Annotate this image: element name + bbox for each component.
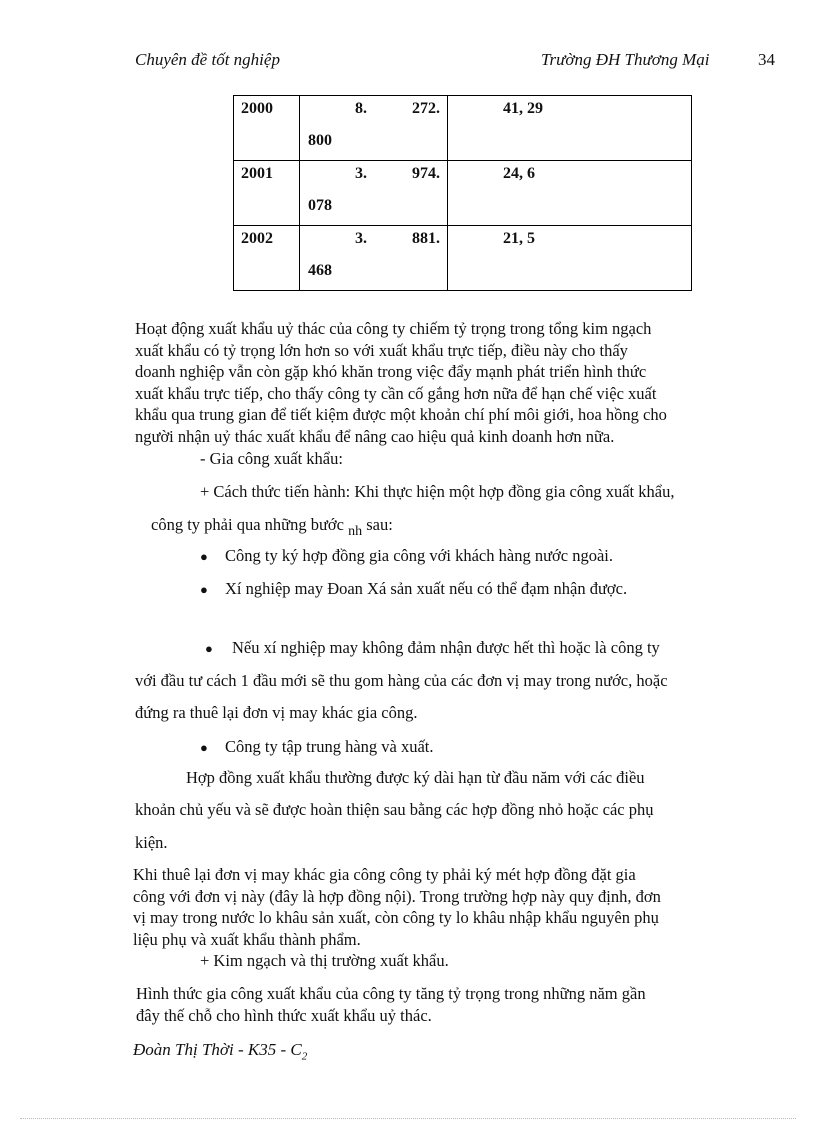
text-line: Khi thuê lại đơn vị may khác gia công công ty phải ký mét hợp đồng đặt gia bbox=[133, 865, 636, 884]
value-part1: 3. bbox=[355, 230, 367, 247]
header-right: Trường ĐH Thương Mại bbox=[541, 50, 710, 69]
text-line: doanh nghiệp vẫn còn gặp khó khăn trong việc đẩy mạnh phát triển hình thức bbox=[135, 362, 647, 381]
year-value: 2002 bbox=[241, 230, 273, 247]
table-row bbox=[234, 96, 692, 161]
value-part3: 800 bbox=[308, 132, 332, 149]
value-part2: 881. bbox=[412, 230, 440, 247]
subscript-fragment: nh bbox=[348, 524, 363, 539]
cach-thuc-line2 bbox=[151, 515, 393, 539]
value-part2: 974. bbox=[412, 165, 440, 182]
text-line: Hình thức gia công xuất khẩu của công ty tăng tỷ trọng trong những năm gần bbox=[136, 984, 646, 1003]
value-cell bbox=[300, 96, 448, 161]
page-number: 34 bbox=[758, 50, 775, 69]
year-cell bbox=[234, 96, 300, 161]
bullet-icon: ● bbox=[205, 641, 213, 656]
cach-thuc-line1: + Cách thức tiến hành: Khi thực hiện một hợp đồng gia công xuất khẩu, bbox=[200, 482, 675, 501]
paragraph-uy-thac bbox=[135, 318, 667, 447]
kim-ngach-heading: + Kim ngạch và thị trường xuất khẩu. bbox=[200, 951, 449, 970]
year-cell bbox=[234, 226, 300, 291]
year-value: 2001 bbox=[241, 165, 273, 182]
paragraph-gia-cong bbox=[136, 983, 646, 1026]
text-line: Hoạt động xuất khẩu uỷ thác của công ty chiếm tỷ trọng trong tổng kim ngạch bbox=[135, 319, 652, 338]
percent-cell bbox=[448, 161, 692, 226]
footer-subscript: 2 bbox=[301, 1050, 308, 1063]
footer-text: Đoàn Thị Thời - K35 - C bbox=[133, 1040, 302, 1059]
export-data-table bbox=[233, 95, 692, 291]
percent-value: 41, 29 bbox=[503, 100, 543, 117]
text-segment: sau: bbox=[366, 515, 393, 534]
year-value: 2000 bbox=[241, 100, 273, 117]
value-part3: 078 bbox=[308, 197, 332, 214]
value-cell bbox=[300, 161, 448, 226]
value-part1: 3. bbox=[355, 165, 367, 182]
bullet-icon: ● bbox=[200, 549, 208, 564]
text-segment: công ty phải qua những bước bbox=[151, 515, 344, 534]
percent-value: 21, 5 bbox=[503, 230, 535, 247]
text-line: người nhận uỷ thác xuất khẩu để nâng cao hiệu quả kinh doanh hơn nữa. bbox=[135, 426, 615, 446]
value-cell bbox=[300, 226, 448, 291]
bullet-icon: ● bbox=[200, 740, 208, 755]
bullet-item: Nếu xí nghiệp may không đảm nhận được hết thì hoặc là công ty bbox=[232, 638, 660, 657]
page-bottom-rule bbox=[20, 1118, 796, 1119]
text-line: xuất khẩu có tỷ trọng lớn hơn so với xuất khẩu trực tiếp, điều này cho thấy bbox=[135, 340, 628, 360]
value-part1: 8. bbox=[355, 100, 367, 117]
text-line: kiện. bbox=[135, 833, 168, 852]
value-part3: 468 bbox=[308, 262, 332, 279]
text-line: Hợp đồng xuất khẩu thường được ký dài hạn từ đầu năm với các điều bbox=[186, 768, 645, 787]
percent-value: 24, 6 bbox=[503, 165, 535, 182]
text-line: xuất khẩu trực tiếp, cho thấy công ty cần cố gắng hơn nữa để hạn chế việc xuất bbox=[135, 383, 657, 403]
table-row bbox=[234, 226, 692, 291]
paragraph-thue-lai bbox=[133, 864, 661, 950]
text-line: với đầu tư cách 1 đầu mới sẽ thu gom hàng của các đơn vị may trong nước, hoặc bbox=[135, 671, 668, 690]
gia-cong-heading: - Gia công xuất khẩu: bbox=[200, 449, 343, 468]
bullet-item: Công ty ký hợp đồng gia công với khách hàng nước ngoài. bbox=[225, 546, 613, 565]
bullet-item: Công ty tập trung hàng và xuất. bbox=[225, 737, 434, 756]
value-part2: 272. bbox=[412, 100, 440, 117]
year-cell bbox=[234, 161, 300, 226]
text-line: đây thế chỗ cho hình thức xuất khẩu uỷ thác. bbox=[136, 1005, 432, 1025]
text-line: công với đơn vị này (đây là hợp đồng nội). Trong trường hợp này quy định, đơn bbox=[133, 886, 661, 906]
percent-cell bbox=[448, 96, 692, 161]
text-line: khẩu qua trung gian để tiết kiệm được một khoản chí phí môi giới, hoa hồng cho bbox=[135, 405, 667, 424]
bullet-icon: ● bbox=[200, 582, 208, 597]
percent-cell bbox=[448, 226, 692, 291]
table-row bbox=[234, 161, 692, 226]
text-line: đứng ra thuê lại đơn vị may khác gia công. bbox=[135, 703, 418, 722]
text-line: khoản chủ yếu và sẽ được hoàn thiện sau bằng các hợp đồng nhỏ hoặc các phụ bbox=[135, 800, 654, 819]
text-line: liệu phụ và xuất khẩu thành phẩm. bbox=[133, 929, 361, 949]
bullet-item: Xí nghiệp may Đoan Xá sản xuất nếu có thể đạm nhận được. bbox=[225, 579, 628, 598]
footer-author bbox=[133, 1040, 307, 1062]
header-left: Chuyên đề tốt nghiệp bbox=[135, 50, 280, 69]
text-line: vị may trong nước lo khâu sản xuất, còn công ty lo khâu nhập khẩu nguyên phụ bbox=[133, 908, 659, 927]
